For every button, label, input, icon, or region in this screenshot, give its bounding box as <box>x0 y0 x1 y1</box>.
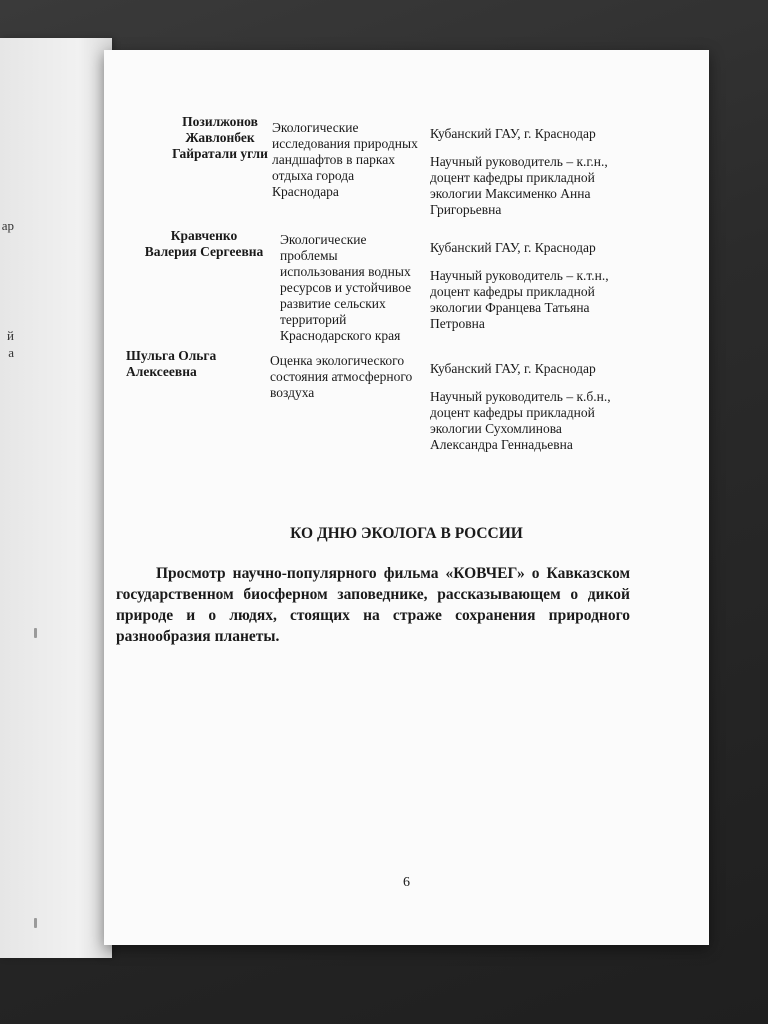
participant-affiliation <box>430 361 620 453</box>
report-topic: Оценка экологического состояния атмосферного воздуха <box>270 353 413 400</box>
organization: Кубанский ГАУ, г. Краснодар <box>430 361 596 376</box>
supervisor: Научный руководитель – к.б.н., доцент кафедры прикладной экологии Сухомлинова Александра Геннадьевна <box>430 389 611 452</box>
organization: Кубанский ГАУ, г. Краснодар <box>430 126 596 141</box>
participant-name: Кравченко Валерия Сергеевна <box>144 228 264 259</box>
staple <box>34 918 37 928</box>
participant-name: Шульга Ольга Алексеевна <box>126 348 217 379</box>
participant-name: Позилжонов Жавлонбек Гайратали угли <box>172 114 268 161</box>
report-topic: Экологические исследования природных ландшафтов в парках отдыха города Краснодара <box>272 120 418 199</box>
page-number: 6 <box>403 875 410 890</box>
section-heading: КО ДНЮ ЭКОЛОГА В РОССИИ <box>290 525 523 542</box>
report-topic: Экологические проблемы использования водных ресурсов и устойчивое развитие сельских территорий Краснодарского края <box>280 232 412 343</box>
participant-affiliation <box>430 240 620 332</box>
organization: Кубанский ГАУ, г. Краснодар <box>430 240 596 255</box>
film-description: Просмотр научно-популярного фильма «КОВЧЕГ» о Кавказском государственном биосферном заповеднике, рассказывающем о дикой природе и о людях, стоящих на страже сохранения природного разнообразия планеты. <box>116 565 630 645</box>
supervisor: Научный руководитель – к.г.н., доцент кафедры прикладной экологии Максименко Анна Григорьевна <box>430 154 608 217</box>
booklet-page <box>104 50 709 945</box>
staple <box>34 628 37 638</box>
participant-affiliation <box>430 126 620 218</box>
supervisor: Научный руководитель – к.т.н., доцент кафедры прикладной экологии Францева Татьяна Петровна <box>430 268 609 331</box>
facing-page-fragment: й <box>7 328 14 343</box>
facing-page <box>0 38 112 958</box>
facing-page-fragment: ар <box>1 218 14 233</box>
facing-page-fragment: а <box>8 345 14 360</box>
